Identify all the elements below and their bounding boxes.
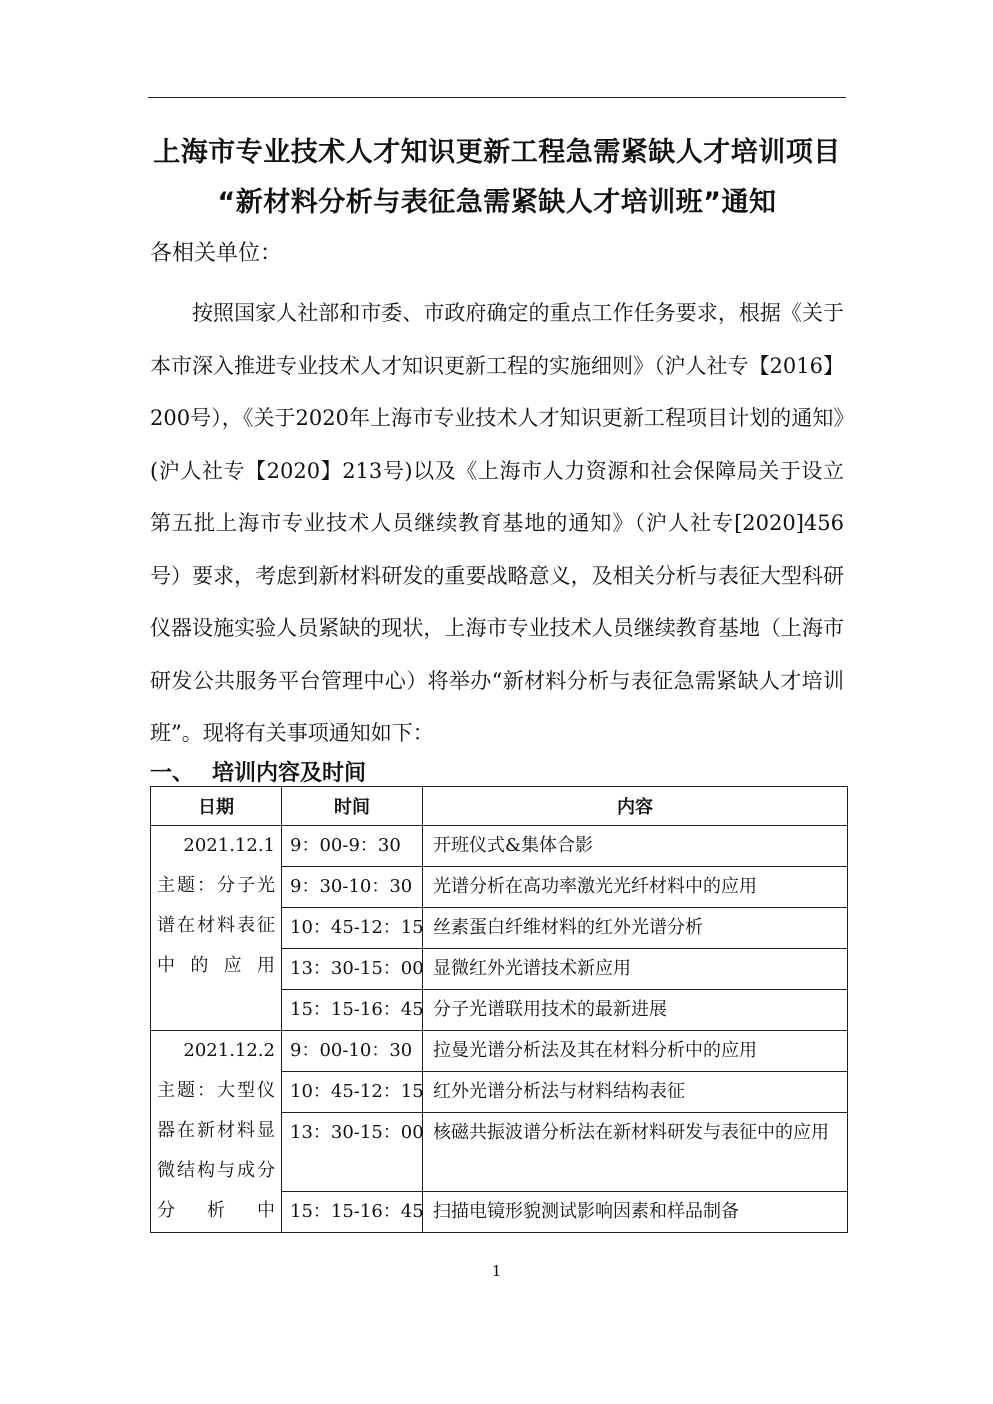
section-heading <box>150 756 366 787</box>
day-date: 2021.12.2 <box>183 1040 275 1061</box>
session-content: 丝素蛋白纤维材料的红外光谱分析 <box>423 908 848 949</box>
session-content: 显微红外光谱技术新应用 <box>423 949 848 990</box>
table-header-row <box>151 787 848 826</box>
session-time: 9：00-9：30 <box>282 826 423 867</box>
header-content: 内容 <box>423 787 848 826</box>
day-cell <box>151 1031 282 1233</box>
schedule-table <box>150 786 848 1233</box>
session-time: 10：45-12：15 <box>282 1072 423 1113</box>
day-cell <box>151 826 282 1031</box>
session-time: 13：30-15：00 <box>282 1113 423 1192</box>
table-row <box>151 1031 848 1072</box>
title-line-2: “新材料分析与表征急需紧缺人才培训班”通知 <box>217 187 777 218</box>
session-time: 9：30-10：30 <box>282 867 423 908</box>
session-time: 10：45-12：15 <box>282 908 423 949</box>
session-content: 分子光谱联用技术的最新进展 <box>423 990 848 1031</box>
day-theme: 主题：分子光谱在材料表征中的应用 <box>157 875 275 976</box>
session-time: 15：15-16：45 <box>282 990 423 1031</box>
body-paragraph: 按照国家人社部和市委、市政府确定的重点工作任务要求，根据《关于本市深入推进专业技术人才知识更新工程的实施细则》（沪人社专【2016】200号），《关于2020年上海市专业技术人才知识更新工程项目计划的通知》(沪人社专【2020】213号)以及《上海市人力资源和社会保障局关于设立第五批上海市专业技术人员继续教育基地的通知》（沪人社专[2020]456号）要求，考虑到新材料研发的重要战略意义，及相关分析与表征大型科研仪器设施实验人员紧缺的现状，上海市专业技术人员继续教育基地（上海市研发公共服务平台管理中心）将举办“新材料分析与表征急需紧缺人才培训班”。现将有关事项通知如下： <box>150 301 844 745</box>
session-content: 核磁共振波谱分析法在新材料研发与表征中的应用 <box>423 1113 848 1192</box>
header-date: 日期 <box>151 787 282 826</box>
session-content: 红外光谱分析法与材料结构表征 <box>423 1072 848 1113</box>
salutation: 各相关单位： <box>150 241 283 266</box>
table-row <box>151 826 848 867</box>
section-number: 一、 <box>150 761 195 786</box>
session-content: 拉曼光谱分析法及其在材料分析中的应用 <box>423 1031 848 1072</box>
session-content: 开班仪式&集体合影 <box>423 826 848 867</box>
title-line-1: 上海市专业技术人才知识更新工程急需紧缺人才培训项目 <box>153 137 841 168</box>
session-content: 光谱分析在高功率激光光纤材料中的应用 <box>423 867 848 908</box>
session-content: 扫描电镜形貌测试影响因素和样品制备 <box>423 1192 848 1233</box>
day-theme: 主题：大型仪器在新材料显微结构与成分分析中 <box>157 1080 275 1221</box>
session-time: 15：15-16：45 <box>282 1192 423 1233</box>
day-date: 2021.12.1 <box>183 835 275 856</box>
session-time: 13：30-15：00 <box>282 949 423 990</box>
page-number: 1 <box>491 1262 502 1280</box>
header-time: 时间 <box>282 787 423 826</box>
section-title: 培训内容及时间 <box>212 761 367 786</box>
header-rule <box>148 97 846 98</box>
session-time: 9：00-10：30 <box>282 1031 423 1072</box>
